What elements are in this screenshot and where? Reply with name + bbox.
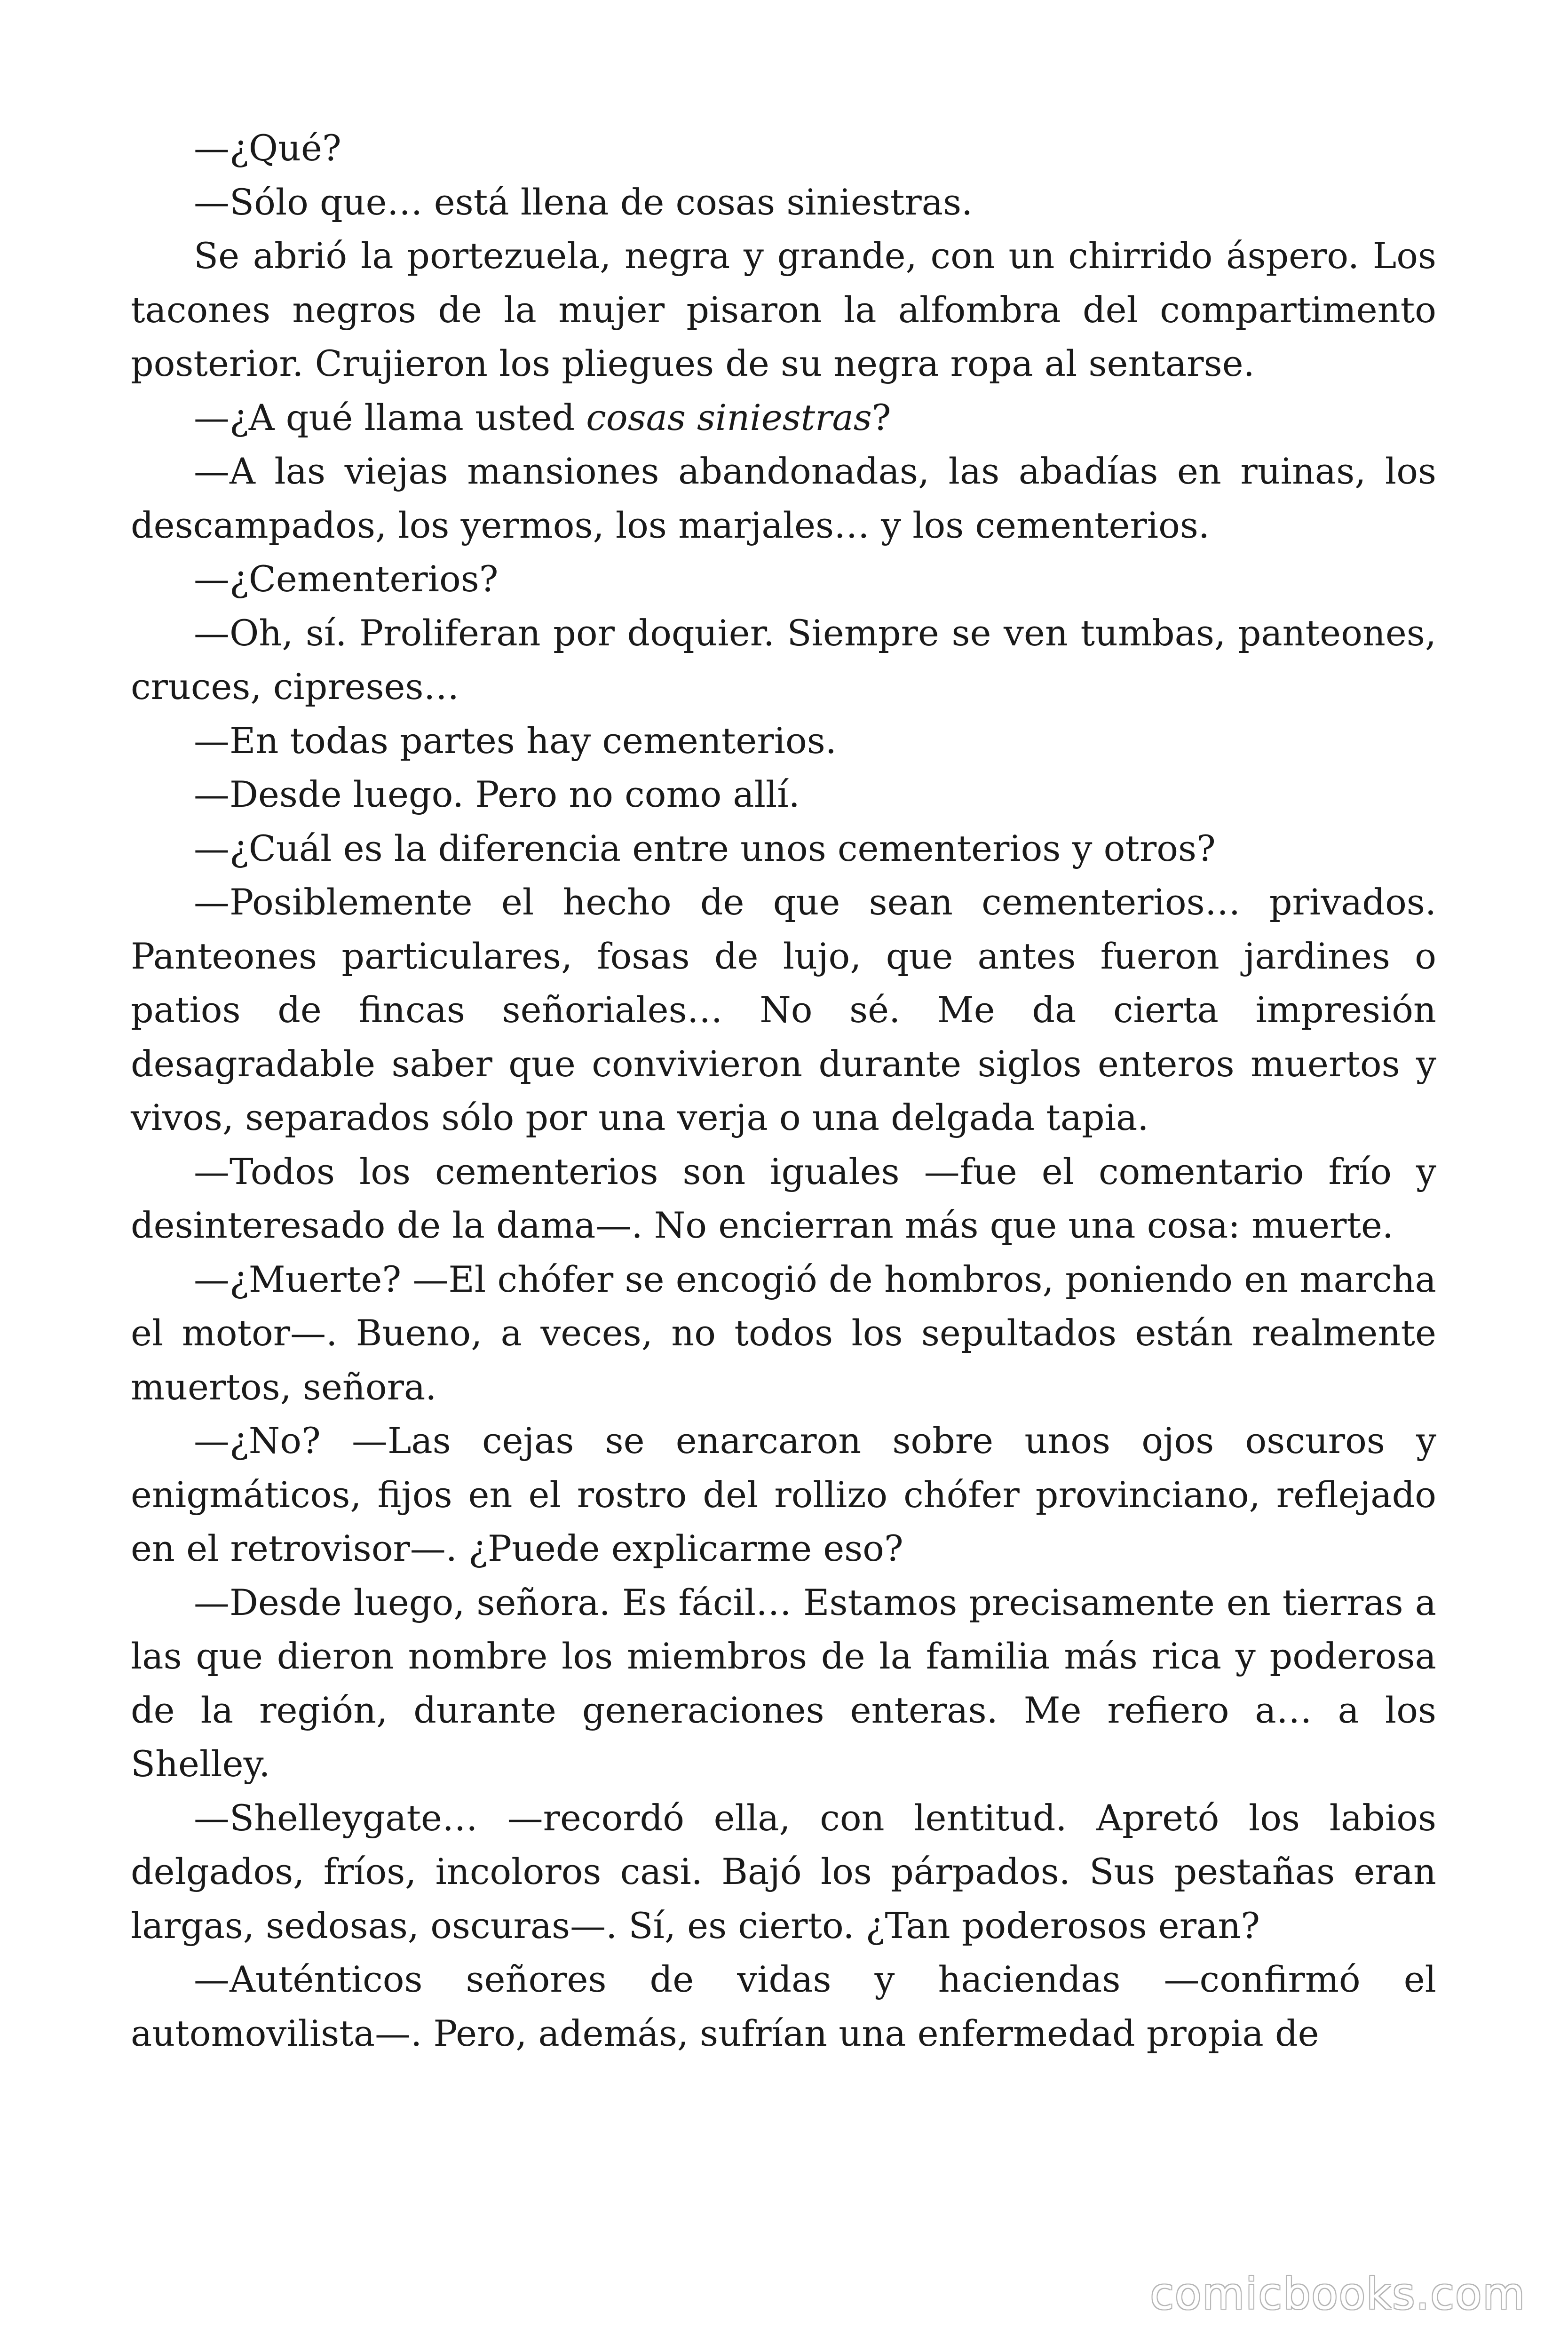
paragraph <box>131 391 1436 445</box>
paragraph: Se abrió la portezuela, negra y grande, con un chirrido áspero. Los tacones negros de la mujer pisaron la alfombra del compartimento posterior. Crujieron los pliegues de su negra ropa al sentarse. <box>131 235 1436 384</box>
book-page-text <box>131 121 1436 2060</box>
paragraph: —¿No? —Las cejas se enarcaron sobre unos ojos oscuros y enigmáticos, fijos en el rostro del rollizo chófer provinciano, reflejado en el retrovisor—. ¿Puede explicarme eso? <box>131 1420 1436 1569</box>
paragraph: —Desde luego, señora. Es fácil… Estamos precisamente en tierras a las que dieron nombre los miembros de la familia más rica y poderosa de la región, durante generaciones enteras. Me refiero a… a los Shelley. <box>131 1581 1436 1785</box>
paragraph: —A las viejas mansiones abandonadas, las abadías en ruinas, los descampados, los yermos, los marjales… y los cementerios. <box>131 450 1436 546</box>
paragraph: —Shelleygate… —recordó ella, con lentitud. Apretó los labios delgados, fríos, incoloros casi. Bajó los párpados. Sus pestañas eran largas, sedosas, oscuras—. Sí, es cierto. ¿Tan poderosos eran? <box>131 1796 1436 1947</box>
paragraph: —¿Cementerios? <box>194 558 499 600</box>
watermark: comicbooks.com <box>1150 2269 1526 2319</box>
paragraph: —En todas partes hay cementerios. <box>194 719 837 762</box>
paragraph: —Sólo que… está llena de cosas siniestras. <box>194 181 973 223</box>
paragraph: —Todos los cementerios son iguales —fue el comentario frío y desinteresado de la dama—. No encierran más que una cosa: muerte. <box>131 1150 1436 1246</box>
paragraph: —¿Muerte? —El chófer se encogió de hombros, poniendo en marcha el motor—. Bueno, a veces, no todos los sepultados están realmente muertos, señora. <box>131 1258 1436 1408</box>
paragraph: —Oh, sí. Proliferan por doquier. Siempre se ven tumbas, panteones, cruces, cipreses… <box>131 612 1436 707</box>
paragraph: —Auténticos señores de vidas y haciendas —confirmó el automovilista—. Pero, además, sufrían una enfermedad propia de <box>131 1958 1436 2054</box>
paragraph: —¿Qué? <box>194 127 341 169</box>
italic-phrase: cosas siniestras <box>586 396 872 438</box>
paragraph: —Posiblemente el hecho de que sean cementerios… privados. Panteones particulares, fosas de lujo, que antes fueron jardines o patios de fincas señoriales… No sé. Me da cierta impresión desagradable saber que convivieron durante siglos enteros muertos y vivos, separados sólo por una verja o una delgada tapia. <box>131 881 1436 1138</box>
paragraph: —Desde luego. Pero no como allí. <box>194 773 800 815</box>
paragraph-text: ? <box>871 396 891 438</box>
paragraph: —¿Cuál es la diferencia entre unos cementerios y otros? <box>194 827 1216 869</box>
paragraph-text: —¿A qué llama usted <box>194 396 586 438</box>
